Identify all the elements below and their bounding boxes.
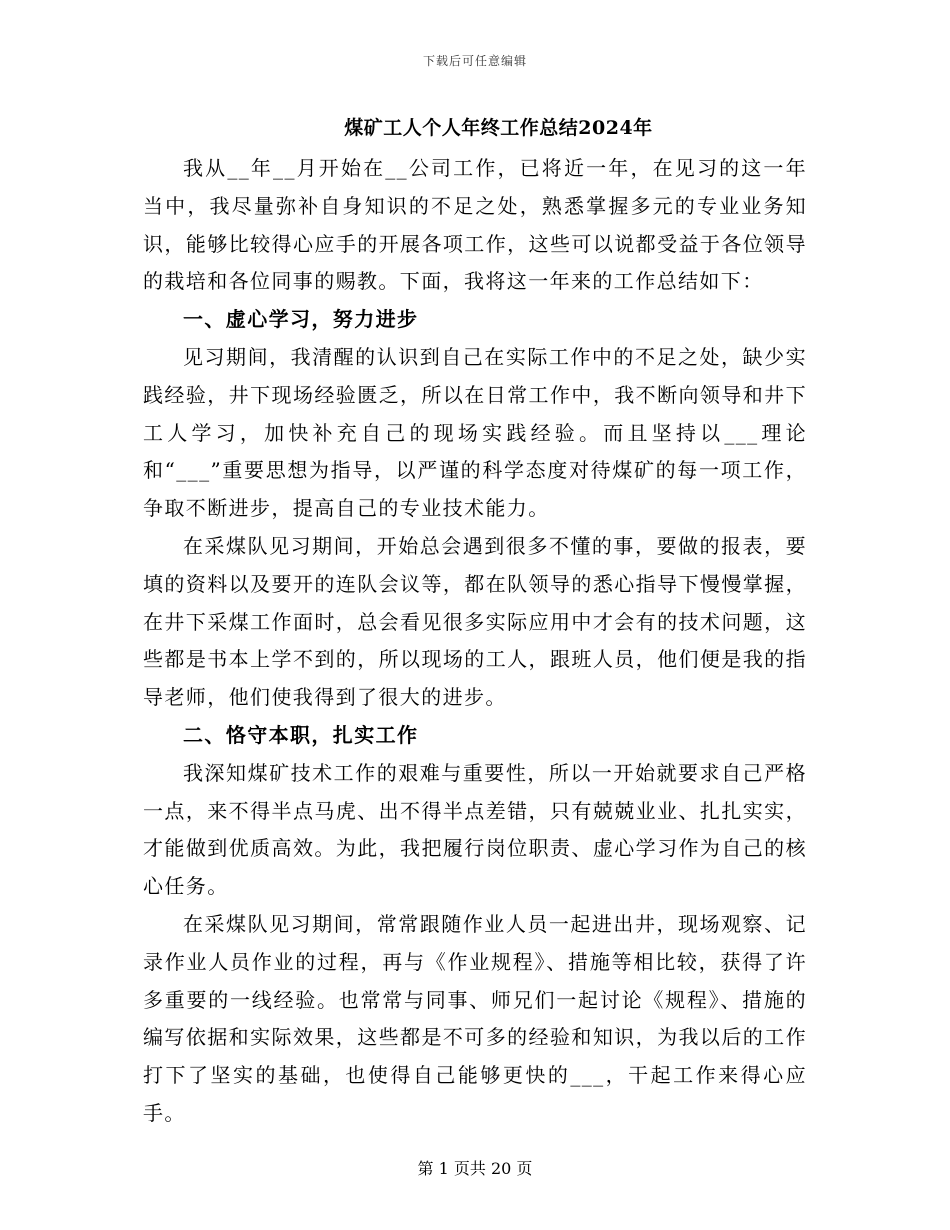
paragraph-intro: 我从__年__月开始在__公司工作，已将近一年，在见习的这一年当中，我尽量弥补自身知识的不足之处，熟悉掌握多元的专业业务知识，能够比较得心应手的开展各项工作，这些可以说都受益于各位领导的栽培和各位同事的赐教。下面，我将这一年来的工作总结如下： bbox=[143, 156, 807, 294]
paragraph-coal-team: 在采煤队见习期间，开始总会遇到很多不懂的事，要做的报表，要填的资料以及要开的连队会议等，都在队领导的悉心指导下慢慢掌握，在井下采煤工作面时，总会看见很多实际应用中才会有的技术问题，这些都是书本上学不到的，所以现场的工人，跟班人员，他们便是我的指导老师，他们使我得到了很大的进步。 bbox=[143, 533, 807, 710]
document-body bbox=[143, 150, 807, 1133]
document-title: 煤矿工人个人年终工作总结2024年 bbox=[344, 117, 653, 139]
page-header-note: 下载后可任意编辑 bbox=[422, 54, 527, 68]
section-heading-1: 一、虚心学习，努力进步 bbox=[183, 307, 419, 332]
paragraph-duty: 我深知煤矿技术工作的艰难与重要性，所以一开始就要求自己严格一点，来不得半点马虎、出不得半点差错，只有兢兢业业、扎扎实实，才能做到优质高效。为此，我把履行岗位职责、虚心学习作为自己的核心任务。 bbox=[143, 760, 807, 899]
page-number: 第 1 页共 20 页 bbox=[417, 1159, 533, 1178]
paragraph-field-experience: 在采煤队见习期间，常常跟随作业人员一起进出井，现场观察、记录作业人员作业的过程，再与《作业规程》、措施等相比较，获得了许多重要的一线经验。也常常与同事、师兄们一起讨论《规程》、措施的编写依据和实际效果，这些都是不可多的经验和知识，为我以后的工作打下了坚实的基础，也使得自己能够更快的___，干起工作来得心应手。 bbox=[143, 911, 807, 1125]
section-heading-2: 二、恪守本职，扎实工作 bbox=[183, 722, 419, 747]
paragraph-learning: 见习期间，我清醒的认识到自己在实际工作中的不足之处，缺少实践经验，井下现场经验匮乏，所以在日常工作中，我不断向领导和井下工人学习，加快补充自己的现场实践经验。而且坚持以___理论和“___”重要思想为指导，以严谨的科学态度对待煤矿的每一项工作，争取不断进步，提高自己的专业技术能力。 bbox=[143, 344, 807, 521]
